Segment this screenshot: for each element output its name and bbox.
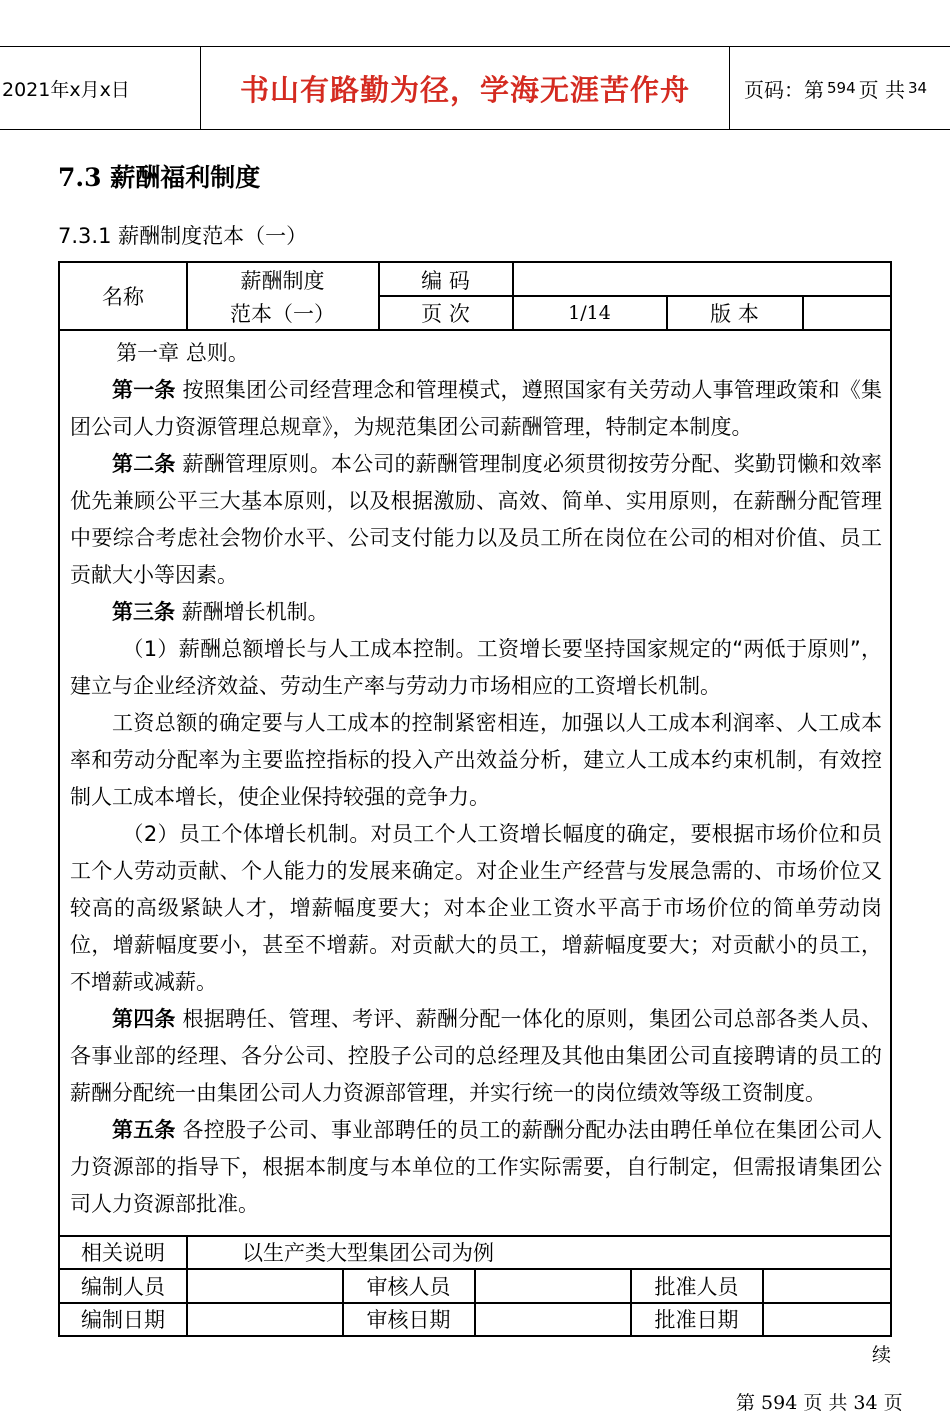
policy-body (70, 335, 882, 1223)
article-5-title: 第五条 (112, 1118, 176, 1142)
approve-date-label: 批准日期 (654, 1308, 739, 1332)
version-label: 版 本 (710, 301, 759, 326)
paragraph-2: 工资总额的确定要与人工成本的控制紧密相连，加强以人工成本利润率、人工成本率和劳动分配率为主要监控指标的投入产出效益分析，建立人工成本约束机制，有效控制人工成本增长，使企业保持较强的竞争力。 (70, 711, 882, 809)
approver-label: 批准人员 (654, 1274, 739, 1299)
article-1-title: 第一条 (112, 378, 176, 402)
edit-date-label: 编制日期 (81, 1308, 165, 1332)
code-value (513, 263, 890, 296)
header-date: 2021年x月x日 (2, 78, 130, 101)
header-page-number: 594 (827, 79, 856, 97)
article-4 (70, 1001, 882, 1112)
article-2 (70, 446, 882, 594)
article-5-text: 各控股子公司、事业部聘任的员工的薪酬分配办法由聘任单位在集团公司人力资源部的指导下，根据本制度与本单位的工作实际需要，自行制定，但需报请集团公司人力资源部批准。 (70, 1118, 882, 1216)
article-5 (70, 1112, 882, 1223)
article-3-text: 薪酬增长机制。 (181, 600, 329, 624)
article-4-text: 根据聘任、管理、考评、薪酬分配一体化的原则，集团公司总部各类人员、各事业部的经理、各分公司、控股子公司的总经理及其他由集团公司直接聘请的员工的薪酬分配统一由集团公司人力资源部管理，并实行统一的岗位绩效等级工资制度。 (70, 1007, 882, 1105)
subsection-title: 7.3.1 薪酬制度范本（一） (58, 224, 308, 248)
name-value-line2: 范本（一） (230, 301, 335, 326)
salary-policy-form (58, 261, 892, 1337)
paragraph-1: （1）薪酬总额增长与人工成本控制。工资增长要坚持国家规定的“两低于原则”，建立与企业经济效益、劳动生产率与劳动力市场相应的工资增长机制。 (70, 637, 882, 698)
article-1-text: 按照集团公司经营理念和管理模式，遵照国家有关劳动人事管理政策和《集团公司人力资源管理总规章》，为规范集团公司薪酬管理，特制定本制度。 (70, 378, 882, 439)
page-footer: 第 594 页 共 34 页 (736, 1392, 903, 1414)
header-motto: 书山有路勤为径，学海无涯苦作舟 (200, 47, 730, 129)
article-4-title: 第四条 (112, 1007, 176, 1031)
article-2-title: 第二条 (112, 452, 176, 476)
chapter-heading: 第一章 总则。 (116, 341, 249, 365)
page-header (0, 46, 950, 130)
editor-label: 编制人员 (81, 1274, 165, 1299)
article-1 (70, 372, 882, 446)
page-value: 1/14 (568, 301, 611, 324)
name-label: 名称 (102, 285, 144, 309)
header-page-total: 34 (908, 79, 928, 97)
code-label: 编 码 (421, 268, 470, 293)
continued-mark: 续 (872, 1344, 892, 1366)
version-value (803, 296, 890, 329)
article-2-text: 薪酬管理原则。本公司的薪酬管理制度必须贯彻按劳分配、奖勤罚懒和效率优先兼顾公平三大基本原则，以及根据激励、高效、简单、实用原则，在薪酬分配管理中要综合考虑社会物价水平、公司支付能力以及员工所在岗位在公司的相对价值、员工贡献大小等因素。 (70, 452, 882, 587)
header-page-info (730, 47, 950, 129)
note-label: 相关说明 (81, 1241, 165, 1265)
article-3-title: 第三条 (112, 600, 175, 624)
article-3 (70, 594, 882, 631)
paragraph-3: （2）员工个体增长机制。对员工个人工资增长幅度的确定，要根据市场价位和员工个人劳动贡献、个人能力的发展来确定。对企业生产经营与发展急需的、市场价位又较高的高级紧缺人才，增薪幅度要大；对本企业工资水平高于市场价位的简单劳动岗位，增薪幅度要小，甚至不增薪。对贡献大的员工，增薪幅度要大；对贡献小的员工，不增薪或减薪。 (70, 822, 882, 994)
section-title: 7.3 薪酬福利制度 (58, 163, 261, 192)
note-value: 以生产类大型集团公司为例 (242, 1241, 494, 1265)
name-value-line1: 薪酬制度 (240, 268, 325, 293)
header-page-mid: 页 共 (858, 77, 905, 102)
reviewer-label: 审核人员 (366, 1274, 451, 1299)
review-date-label: 审核日期 (366, 1308, 451, 1332)
header-page-prefix: 页码：第 (744, 77, 824, 102)
page-label: 页 次 (421, 301, 470, 326)
